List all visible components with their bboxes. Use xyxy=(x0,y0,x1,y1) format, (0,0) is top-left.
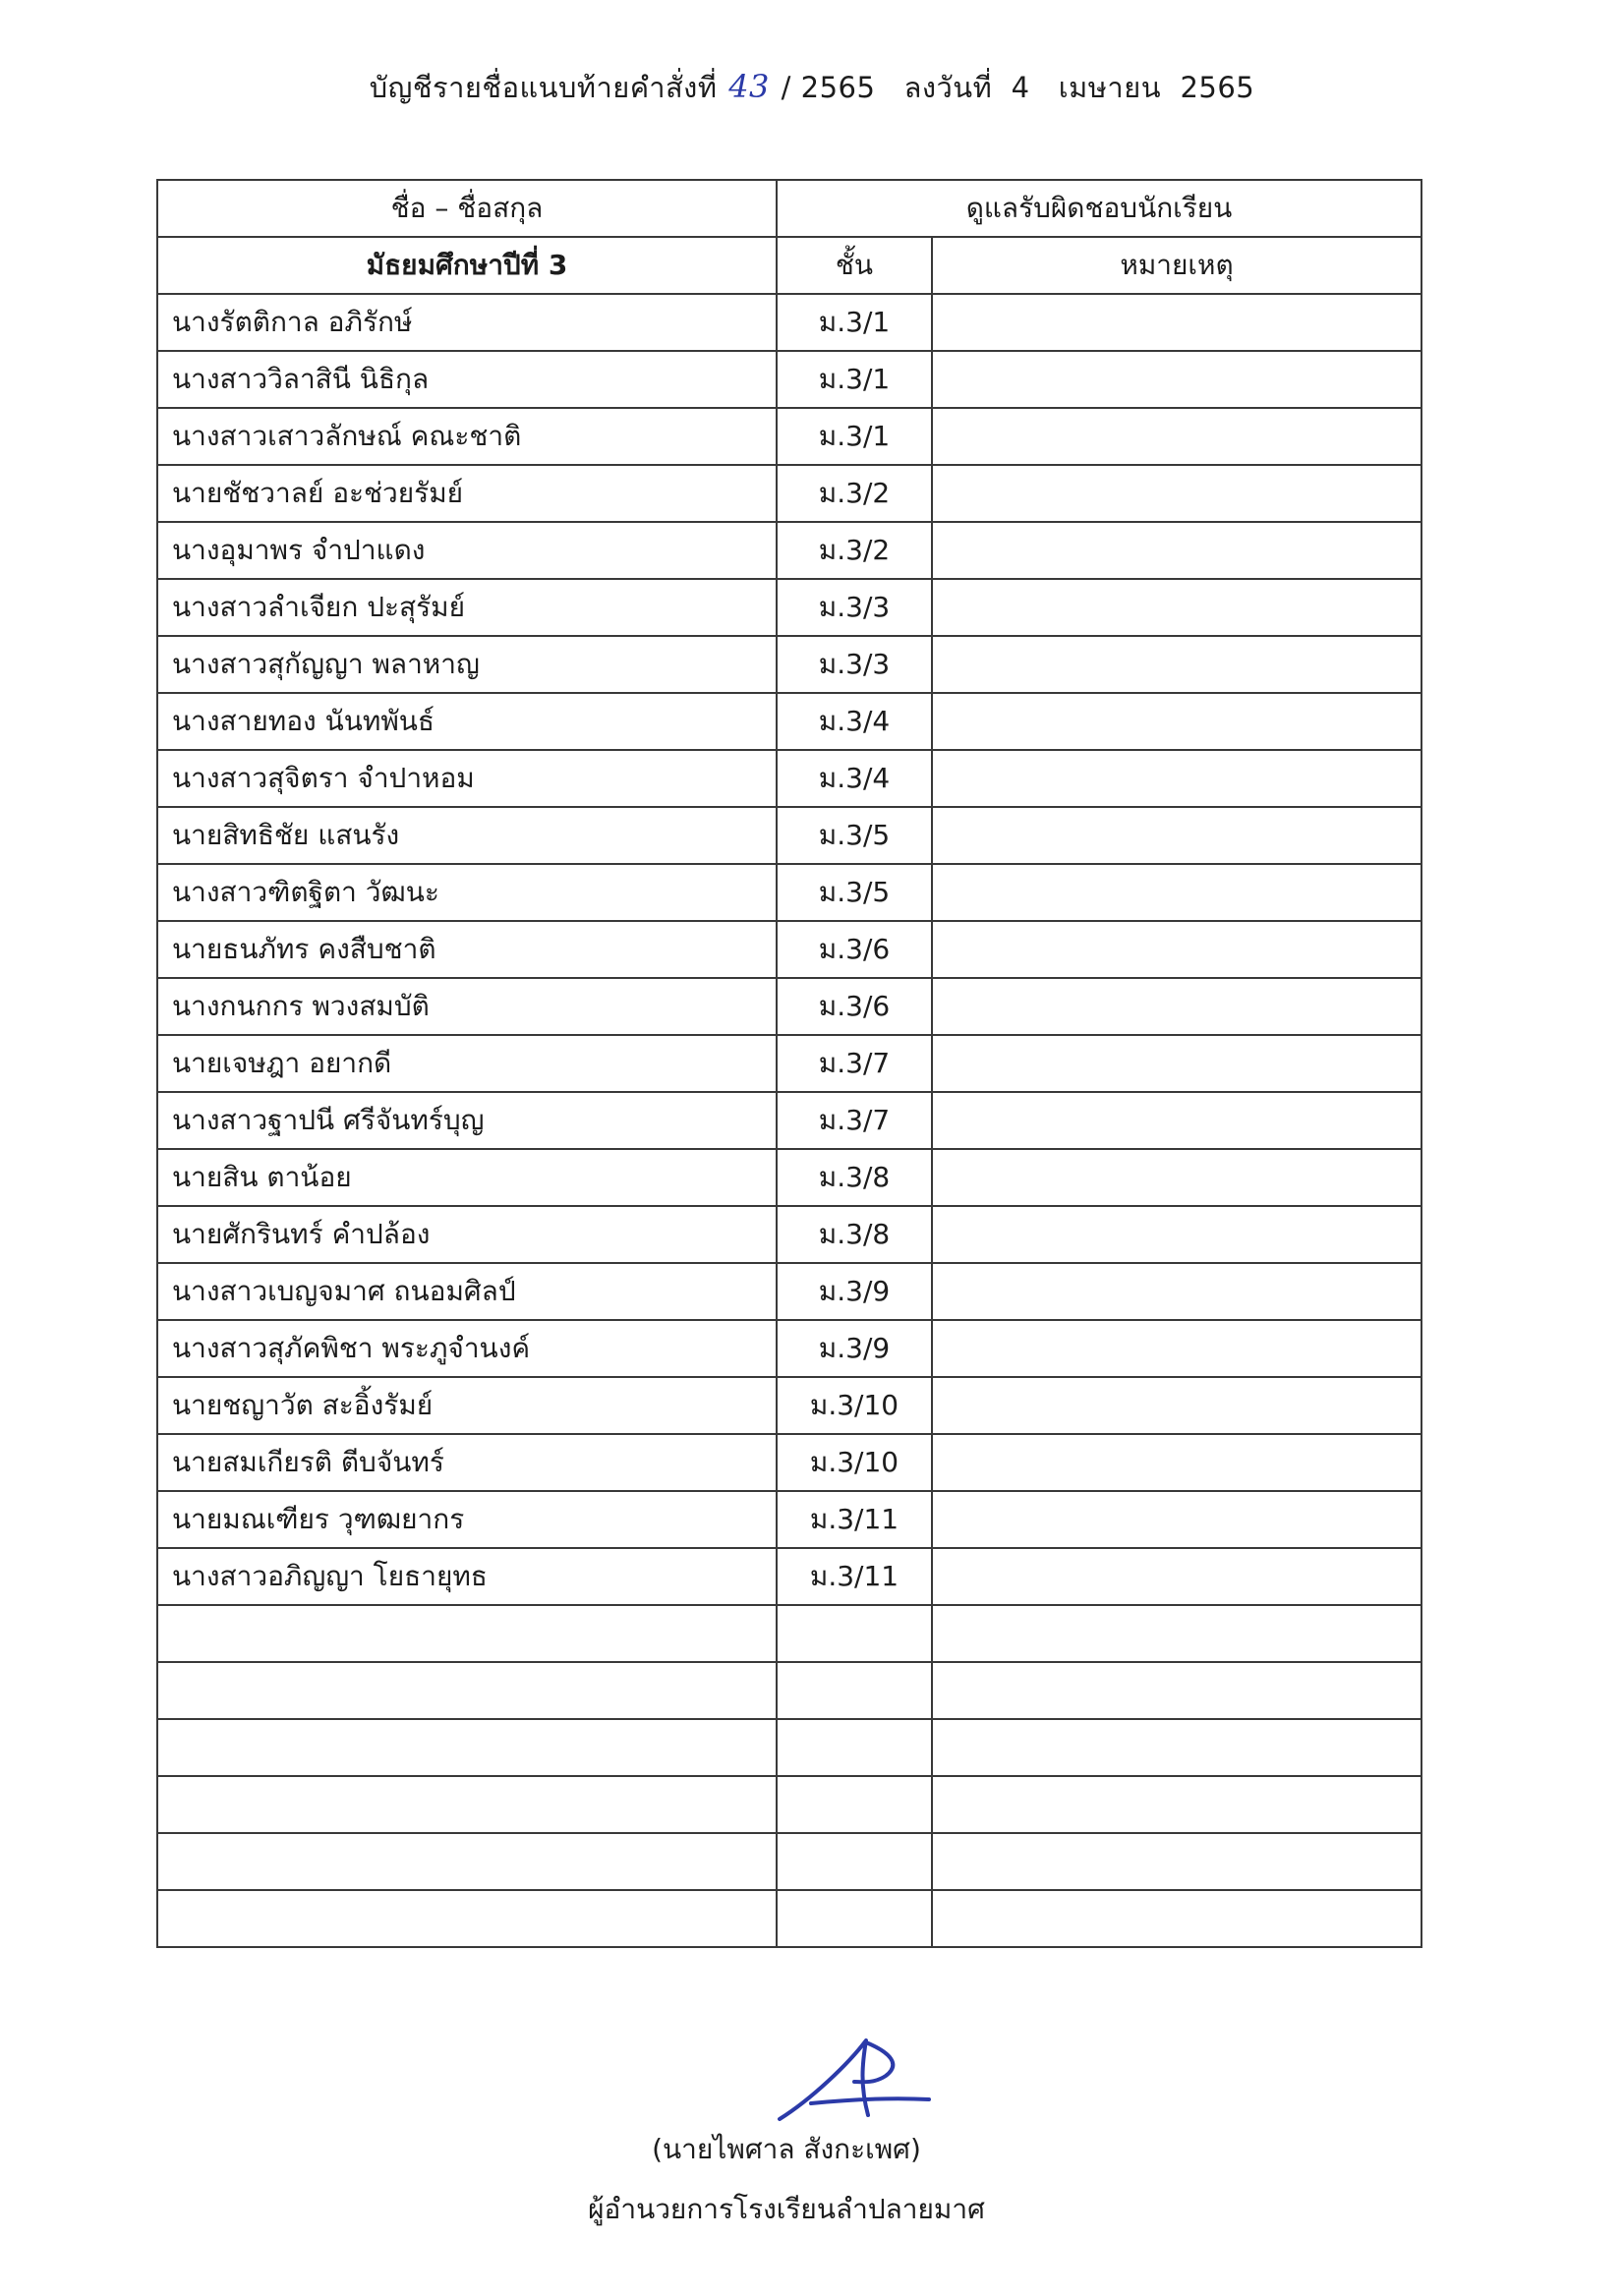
section-label: มัธยมศึกษาปีที่ 3 xyxy=(157,237,777,294)
table-row xyxy=(157,1434,1421,1491)
table-row xyxy=(157,1035,1421,1092)
table-row xyxy=(157,636,1421,693)
teacher-name-cell: นายชัชวาลย์ อะช่วยรัมย์ xyxy=(157,465,777,522)
teacher-name-cell: นางสายทอง นันทพันธ์ xyxy=(157,693,777,750)
class-cell xyxy=(777,1833,932,1890)
class-cell: ม.3/9 xyxy=(777,1263,932,1320)
note-cell xyxy=(932,1434,1421,1491)
note-cell xyxy=(932,921,1421,978)
note-cell xyxy=(932,1548,1421,1605)
class-cell: ม.3/6 xyxy=(777,921,932,978)
class-cell: ม.3/9 xyxy=(777,1320,932,1377)
note-cell xyxy=(932,1605,1421,1662)
class-cell: ม.3/11 xyxy=(777,1491,932,1548)
note-cell xyxy=(932,1491,1421,1548)
teacher-name-cell xyxy=(157,1605,777,1662)
class-cell: ม.3/11 xyxy=(777,1548,932,1605)
class-cell: ม.3/8 xyxy=(777,1206,932,1263)
table-row xyxy=(157,579,1421,636)
class-cell: ม.3/5 xyxy=(777,807,932,864)
note-cell xyxy=(932,693,1421,750)
note-cell xyxy=(932,1206,1421,1263)
teacher-name-cell: นางสาวฐาปนี ศรีจันทร์บุญ xyxy=(157,1092,777,1149)
note-cell xyxy=(932,1662,1421,1719)
table-row xyxy=(157,807,1421,864)
teacher-name-cell: นางกนกกร พวงสมบัติ xyxy=(157,978,777,1035)
class-cell xyxy=(777,1890,932,1947)
teacher-name-cell: นางสาวฑิตฐิตา วัฒนะ xyxy=(157,864,777,921)
table-row xyxy=(157,1890,1421,1947)
class-cell: ม.3/4 xyxy=(777,693,932,750)
note-cell xyxy=(932,1377,1421,1434)
table-row xyxy=(157,1662,1421,1719)
class-cell xyxy=(777,1776,932,1833)
class-cell: ม.3/3 xyxy=(777,636,932,693)
teacher-name-cell: นายสมเกียรติ ตีบจันทร์ xyxy=(157,1434,777,1491)
document-header xyxy=(0,65,1624,110)
teacher-name-cell: นางสาวเบญจมาศ ถนอมศิลป์ xyxy=(157,1263,777,1320)
teacher-name-cell: นางสาวสุภัคพิชา พระภูจำนงค์ xyxy=(157,1320,777,1377)
staff-roster-table xyxy=(156,179,1422,1948)
note-cell xyxy=(932,636,1421,693)
table-row xyxy=(157,1263,1421,1320)
class-cell xyxy=(777,1719,932,1776)
note-cell xyxy=(932,579,1421,636)
teacher-name-cell xyxy=(157,1833,777,1890)
header-suffix: / 2565 ลงวันที่ 4 เมษายน 2565 xyxy=(781,71,1255,104)
teacher-name-cell: นางสาวอภิญญา โยธายุทธ xyxy=(157,1548,777,1605)
table-row xyxy=(157,1719,1421,1776)
table-row xyxy=(157,1206,1421,1263)
note-cell xyxy=(932,807,1421,864)
roster-body xyxy=(157,294,1421,1947)
table-row xyxy=(157,693,1421,750)
table-row xyxy=(157,1605,1421,1662)
note-cell xyxy=(932,465,1421,522)
table-row xyxy=(157,750,1421,807)
teacher-name-cell: นางสาวสุจิตรา จำปาหอม xyxy=(157,750,777,807)
name-column-header: ชื่อ – ชื่อสกุล xyxy=(157,180,777,237)
signature-mark xyxy=(772,2035,939,2133)
class-cell: ม.3/8 xyxy=(777,1149,932,1206)
note-cell xyxy=(932,978,1421,1035)
table-header-row-2 xyxy=(157,237,1421,294)
teacher-name-cell: นางอุมาพร จำปาแดง xyxy=(157,522,777,579)
header-prefix: บัญชีรายชื่อแนบท้ายคำสั่งที่ xyxy=(369,71,718,104)
class-column-header: ชั้น xyxy=(777,237,932,294)
class-cell: ม.3/2 xyxy=(777,465,932,522)
table-header-row-1 xyxy=(157,180,1421,237)
class-cell: ม.3/7 xyxy=(777,1035,932,1092)
note-cell xyxy=(932,1092,1421,1149)
table-row xyxy=(157,921,1421,978)
note-cell xyxy=(932,408,1421,465)
table-row xyxy=(157,351,1421,408)
class-cell: ม.3/6 xyxy=(777,978,932,1035)
note-cell xyxy=(932,1035,1421,1092)
teacher-name-cell: นายธนภัทร คงสืบชาติ xyxy=(157,921,777,978)
note-cell xyxy=(932,1320,1421,1377)
teacher-name-cell: นายสิน ตาน้อย xyxy=(157,1149,777,1206)
class-cell: ม.3/10 xyxy=(777,1377,932,1434)
table-row xyxy=(157,978,1421,1035)
table-row xyxy=(157,1377,1421,1434)
note-cell xyxy=(932,1263,1421,1320)
teacher-name-cell: นางสาวเสาวลักษณ์ คณะชาติ xyxy=(157,408,777,465)
signatory-title: ผู้อำนวยการโรงเรียนลำปลายมาศ xyxy=(588,2193,985,2225)
class-cell: ม.3/5 xyxy=(777,864,932,921)
teacher-name-cell: นายศักรินทร์ คำปล้อง xyxy=(157,1206,777,1263)
teacher-name-cell: นางสาววิลาสินี นิธิกุล xyxy=(157,351,777,408)
note-cell xyxy=(932,522,1421,579)
note-cell xyxy=(932,1833,1421,1890)
teacher-name-cell: นางสาวลำเจียก ปะสุรัมย์ xyxy=(157,579,777,636)
table-row xyxy=(157,522,1421,579)
note-cell xyxy=(932,351,1421,408)
table-row xyxy=(157,864,1421,921)
class-cell: ม.3/3 xyxy=(777,579,932,636)
teacher-name-cell xyxy=(157,1719,777,1776)
handwritten-order-number: 43 xyxy=(728,68,770,105)
table-row xyxy=(157,1833,1421,1890)
teacher-name-cell: นายชญาวัต สะอิ้งรัมย์ xyxy=(157,1377,777,1434)
teacher-name-cell: นายสิทธิชัย แสนรัง xyxy=(157,807,777,864)
table-row xyxy=(157,408,1421,465)
class-cell: ม.3/4 xyxy=(777,750,932,807)
class-cell: ม.3/7 xyxy=(777,1092,932,1149)
class-cell xyxy=(777,1605,932,1662)
teacher-name-cell: นางสาวสุกัญญา พลาหาญ xyxy=(157,636,777,693)
note-cell xyxy=(932,1776,1421,1833)
signatory-name: (นายไพศาล สังกะเพศ) xyxy=(652,2133,921,2165)
class-cell: ม.3/1 xyxy=(777,351,932,408)
teacher-name-cell xyxy=(157,1776,777,1833)
teacher-name-cell xyxy=(157,1662,777,1719)
table-row xyxy=(157,1491,1421,1548)
teacher-name-cell: นายเจษฎา อยากดี xyxy=(157,1035,777,1092)
table-row xyxy=(157,1548,1421,1605)
note-cell xyxy=(932,294,1421,351)
table-row xyxy=(157,1092,1421,1149)
note-column-header: หมายเหตุ xyxy=(932,237,1421,294)
class-cell: ม.3/10 xyxy=(777,1434,932,1491)
table-row xyxy=(157,1320,1421,1377)
table-row xyxy=(157,1149,1421,1206)
teacher-name-cell: นางรัตติกาล อภิรักษ์ xyxy=(157,294,777,351)
table-row xyxy=(157,294,1421,351)
note-cell xyxy=(932,1719,1421,1776)
class-cell xyxy=(777,1662,932,1719)
table-row xyxy=(157,465,1421,522)
teacher-name-cell: นายมณเฑียร วุฑฒยากร xyxy=(157,1491,777,1548)
duty-column-header: ดูแลรับผิดชอบนักเรียน xyxy=(777,180,1421,237)
class-cell: ม.3/1 xyxy=(777,408,932,465)
note-cell xyxy=(932,1149,1421,1206)
note-cell xyxy=(932,750,1421,807)
class-cell: ม.3/2 xyxy=(777,522,932,579)
note-cell xyxy=(932,864,1421,921)
table-row xyxy=(157,1776,1421,1833)
teacher-name-cell xyxy=(157,1890,777,1947)
note-cell xyxy=(932,1890,1421,1947)
class-cell: ม.3/1 xyxy=(777,294,932,351)
